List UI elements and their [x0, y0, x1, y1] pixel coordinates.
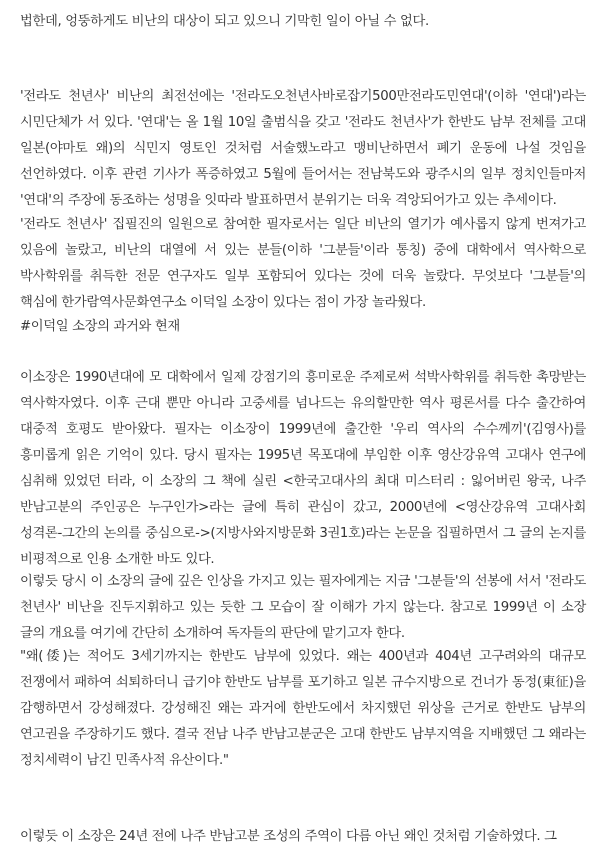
paragraph-lee-background: 이소장은 1990년대에 모 대학에서 일제 강점기의 흥미로운 주제로써 석박사학위를 취득한 촉망받는 역사학자였다. 이후 근대 뿐만 아니라 고중세를 넘나드는 유의할만한 역사 평론서를 다수 출간하여 대중적 호평도 받아왔다. 필자는 이소장이 1999년에 출간한 '우리 역사의 수수께끼'(김영사)를 흥미롭게 읽은 기억이 있다. 당시 필자는 1995년 목포대에 부임한 이후 영산강유역 고대사 연구에 심취해 있었던 터라, 이 소장의 그 책에 실린 <한국고대사의 최대 미스터리 : 잃어버린 왕국, 나주 반남고분의 주인공은 누구인가>라는 글에 특히 관심이 갔고, 2000년에 <영산강유역 고대사회 성격론-그간의 논의를 중심으로->(지방사와지방문화 3권1호)라는 논문을 집필하면서 그 글의 논지를 비평적으로 인용 소개한 바도 있다.: [20, 370, 586, 567]
paragraph-author-impression: 이렇듯 당시 이 소장의 글에 깊은 인상을 가지고 있는 필자에게는 지금 '그분들'의 선봉에 서서 '전라도 천년사' 비난을 진두지휘하고 있는 듯한 그 모습이 잘 이해가 가지 않는다. 참고로 1999년 이 소장 글의 개요를 여기에 간단히 소개하여 독자들의 판단에 맡기고자 한다.: [20, 574, 586, 641]
section-heading: #이덕일 소장의 과거와 현재: [20, 319, 180, 334]
paragraph-conclusion-start: 이렇듯 이 소장은 24년 전에 나주 반남고분 조성의 주역이 다름 아닌 왜인 것처럼 기술하였다. 그: [20, 829, 557, 844]
paragraph-author-surprise: '전라도 천년사' 집필진의 일원으로 참여한 필자로서는 일단 비난의 열기가 예사롭지 않게 번져가고 있음에 놀랐고, 비난의 대열에 서 있는 분들(이하 '그분들'이라 통칭) 중에 대학에서 역사학으로 박사학위를 취득한 전문 연구자도 일부 포함되어 있다는 것에 더욱 놀랐다. 무엇보다 '그분들'의 핵심에 한가람역사문화연구소 이덕일 소장이 있다는 점이 가장 놀라웠다.: [20, 217, 586, 310]
paragraph-civic-group: '전라도 천년사' 비난의 최전선에는 '전라도오천년사바로잡기500만전라도민연대'(이하 '연대')라는 시민단체가 서 있다. '연대'는 올 1월 10일 출범식을 갖고 '전라도 천년사'가 한반도 남부 전체를 고대 일본(야마토 왜)의 식민지 영토인 것처럼 서술했노라고 맹비난하면서 폐기 운동에 나설 것임을 선언하였다. 이후 관련 기사가 폭증하였고 5월에 들어서는 전남북도와 광주시의 일부 정치인들마저 '연대'의 주장에 동조하는 성명을 잇따라 발표하면서 분위기는 더욱 격앙되어가고 있는 추세이다.: [20, 89, 586, 208]
paragraph-intro-end: 법한데, 엉뚱하게도 비난의 대상이 되고 있으니 기막힌 일이 아닐 수 없다.: [20, 14, 429, 29]
paragraph-quote: "왜(倭)는 적어도 3세기까지는 한반도 남부에 있었다. 왜는 400년과 404년 고구려와의 대규모 전쟁에서 패하여 쇠퇴하더니 급기야 한반도 남부를 포기하고 일본 규수지방으로 건너가 동정(東征)을 감행하면서 강성해졌다. 강성해진 왜는 과거에 한반도에서 차지했던 위상을 근거로 한반도 남부의 연고권을 주장하기도 했다. 결국 전남 나주 반남고분군은 고대 한반도 남부지역을 지배했던 그 왜라는 정치세력이 남긴 민족사적 유산이다.": [20, 649, 586, 768]
